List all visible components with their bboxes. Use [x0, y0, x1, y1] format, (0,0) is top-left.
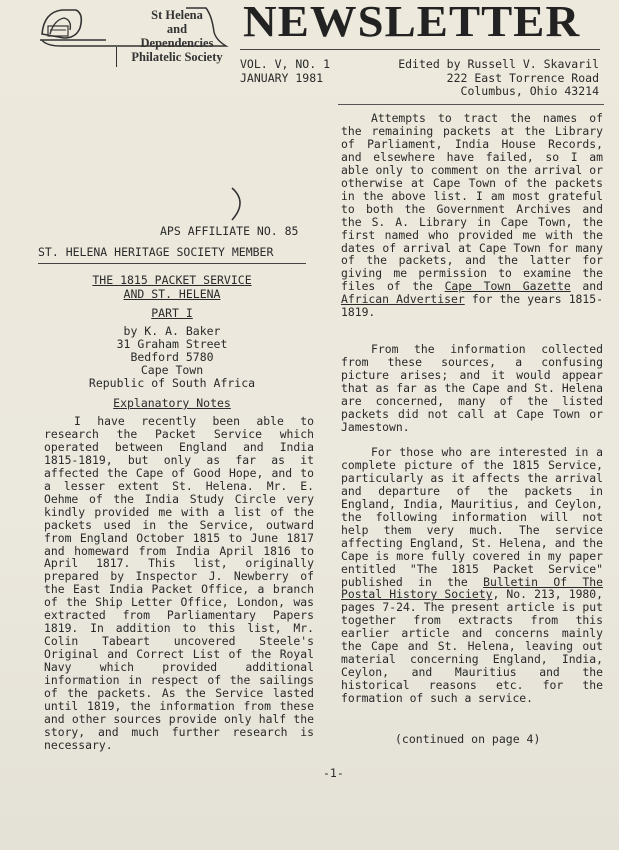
paragraph-2-end: for the years 1815-1819. — [341, 292, 603, 320]
article-paragraph-4 — [341, 446, 603, 705]
right-column-rule — [338, 104, 604, 105]
publication-african-advertiser: African Advertiser — [341, 292, 465, 307]
logo-line-3: Dependencies — [140, 36, 214, 50]
page-number: -1- — [323, 766, 344, 780]
aps-affiliate: APS AFFILIATE NO. 85 — [160, 224, 299, 238]
article-part — [38, 307, 306, 320]
bracket-mark-icon — [218, 186, 258, 222]
newsletter-title: NEWSLETTER — [243, 0, 581, 46]
article-part-label: PART I — [151, 306, 193, 320]
logo-line-4: Philatelic Society — [131, 50, 223, 64]
article-paragraph-3 — [341, 343, 603, 434]
paragraph-2-and: and — [570, 279, 603, 294]
article-title — [38, 274, 306, 301]
section-heading-text: Explanatory Notes — [113, 396, 231, 410]
society-logo — [36, 4, 226, 66]
society-name — [102, 8, 252, 64]
section-heading — [38, 397, 306, 410]
editor-name: Edited by Russell V. Skavaril — [398, 57, 599, 71]
editor-city: Columbus, Ohio 43214 — [460, 84, 599, 98]
publication-cape-town-gazette: Cape Town Gazette — [444, 279, 571, 294]
continued-note: (continued on page 4) — [395, 732, 541, 746]
volume-number: VOL. V, NO. 1 — [240, 57, 331, 71]
author-address-1: 31 Graham Street — [116, 337, 228, 351]
paragraph-4-end: , No. 213, 1980, pages 7-24. The present article is put together from extracts from this earlier article and concerns mainly the Cape and St. Helena, leaving out material concerning England, India, Ceylon, and Mauritius and the historical reasons etc. for the formation of such a service. — [341, 587, 603, 706]
masthead-rule — [240, 49, 600, 50]
author-block — [38, 325, 306, 390]
article-title-line-2: AND ST. HELENA — [123, 286, 221, 301]
author-address-4: Republic of South Africa — [88, 376, 256, 390]
issue-date: JANUARY 1981 — [240, 70, 324, 85]
paragraph-1-text: I have recently been able to research the Packet Service which operated between England and India 1815-1819, but only as far as it affected the Cape of Good Hope, and to a lesser extent St. Helena. Mr. E. Oehme of the India Study Circle very kindly provided me with a list of the packets used in the Service, outward from England October 1815 to June 1817 and homeward from India April 1816 to April 1817. This list, originally prepared by Inspector J. Newberry of the East India Packet Office, a branch of the Ship Letter Office, London, was extracted from Parliamentary Papers 1819. In addition to this list, Mr. Colin Tabeart uncovered Steele's Original and Correct List of the Royal Navy which provided additional information in respect of the sailings of the packets. As the Service lasted until 1819, the information from these and other sources provide only half the story, and much further research is necessary. — [44, 414, 314, 752]
editor-info — [398, 58, 599, 99]
author-address-2: Bedford 5780 — [130, 350, 214, 364]
paragraph-2-text: Attempts to tract the names of the remaining packets at the Library of Parliament, India House Records, and elsewhere have failed, so I am able only to comment on the arrival or otherwise at Cape Town of the packets in the above list. I am most grateful to both the Government Archives and the S. A. Library in Cape Town, the first named who provided me with the dates of arrival at Cape Town for many of the packets, and the latter for giving me permission to examine the files of the — [341, 111, 603, 294]
article-title-line-1: THE 1815 PACKET SERVICE — [92, 273, 252, 287]
author-name: by K. A. Baker — [123, 324, 221, 338]
paragraph-4-text: For those who are interested in a complete picture of the 1815 Service, particularly as it affects the arrival and departure of the packets in England, India, Mauritius, and Ceylon, the following information will not help them very much. The service affecting England, St. Helena, and the Cape is more fully covered in my paper entitled "The 1815 Packet Service" published in the — [341, 445, 603, 589]
editor-street: 222 East Torrence Road — [446, 70, 599, 85]
publication-postal-history-bulletin: Bulletin Of The Postal History Society — [341, 574, 603, 602]
article-paragraph-1 — [44, 415, 314, 752]
author-address-3: Cape Town — [140, 363, 204, 377]
left-column-rule — [38, 263, 306, 264]
heritage-member: ST. HELENA HERITAGE SOCIETY MEMBER — [38, 245, 274, 259]
logo-divider — [116, 47, 117, 67]
logo-line-1: St Helena — [151, 8, 203, 22]
logo-line-2: and — [166, 22, 188, 36]
issue-info — [240, 58, 330, 85]
article-paragraph-2 — [341, 112, 603, 319]
paragraph-3-text: From the information collected from these sources, a confusing picture arises; and it would appear that as far as the Cape and St. Helena are concerned, many of the listed packets did not call at Cape Town or Jamestown. — [341, 342, 603, 434]
